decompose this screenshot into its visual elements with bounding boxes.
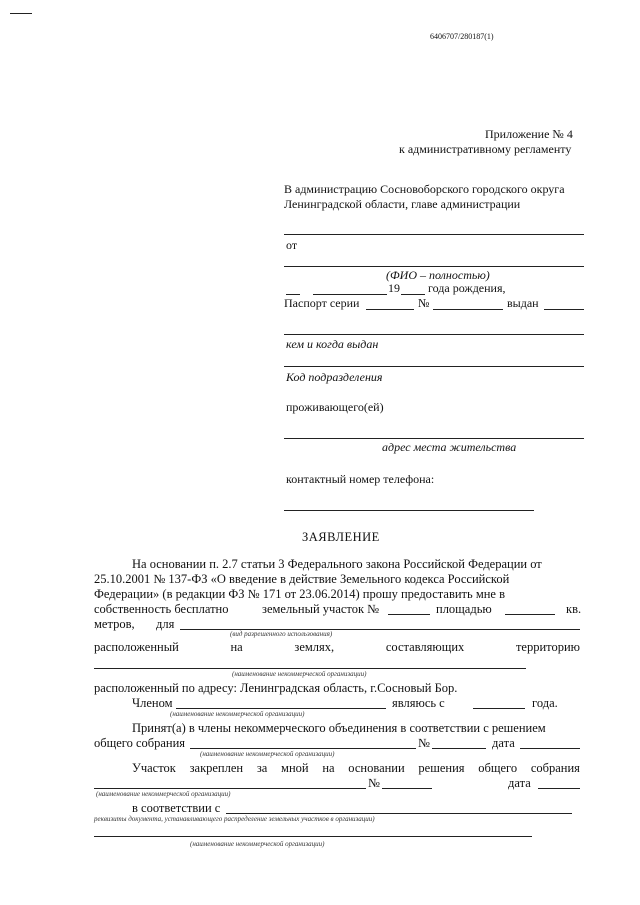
body-line-5a: метров, [94,617,135,631]
org-caption-3: (наименование некоммерческой организации) [200,750,335,758]
statement-title: ЗАЯВЛЕНИЕ [302,530,380,544]
birth-month-line [313,294,387,295]
plot-word-3: за [256,761,268,775]
accepted-line-2a: общего собрания [94,736,186,750]
org-line-5 [94,836,532,837]
body-line-3: Федерации» (в редакции ФЗ № 171 от 23.06.2014) прошу предоставить мне в [94,587,506,601]
phone-label: контактный номер телефона: [286,472,435,486]
fio-line [284,266,584,267]
birth-day-line [286,294,300,295]
blank-line [284,234,584,235]
accepted-org-line [190,748,416,749]
passport-issued-label: выдан [507,296,539,310]
area-line [505,614,555,615]
member-year-suffix: года. [532,696,558,710]
document-code: 6406707/280187(1) [430,32,494,41]
according-line [226,813,572,814]
accepted-line-1: Принят(а) в члены некоммерческого объединения в соответствии с решением [132,721,546,735]
address-caption: адрес места жительства [382,440,517,454]
issued-by-line [284,334,584,335]
requisites-caption: реквизиты документа, устанавливающего распределение земельных участков в организации) [94,815,375,823]
org-caption-1: (наименование некоммерческой организации) [232,670,367,678]
residing-label: проживающего(ей) [286,400,384,414]
plot-date-line [538,788,580,789]
division-code-caption: Код подразделения [286,370,383,384]
birth-year-line [401,294,425,295]
address-statement: расположенный по адресу: Ленинградская область, г.Сосновый Бор. [94,681,458,695]
plot-word-7: решения [418,761,465,775]
located-word-3: землях, [294,640,335,654]
accepted-line-2c: дата [492,736,515,750]
plot-word-9: собрания [530,761,580,775]
regulation-reference: к административному регламенту [399,142,572,156]
body-line-4c: площадью [436,602,492,616]
plot-line-2b: дата [508,776,531,790]
accepted-number-line [432,748,486,749]
birth-year-prefix: 19 [388,281,400,295]
located-word-4: составляющих [385,640,465,654]
passport-series-label: Паспорт серии [284,296,360,310]
plot-number-line-2 [382,788,432,789]
located-word-2: на [230,640,243,654]
division-code-line [284,366,584,367]
org-caption-5: (наименование некоммерческой организации) [190,840,325,848]
body-line-5b: для [156,617,175,631]
org-caption-4: (наименование некоммерческой организации) [96,790,231,798]
plot-number-line [388,614,430,615]
body-line-4a: собственность бесплатно [94,602,229,616]
appendix-number: Приложение № 4 [485,127,573,141]
org-caption-2: (наименование некоммерческой организации) [170,710,305,718]
member-label: Членом [132,696,173,710]
addressee-line-1: В администрацию Сосновоборского городского округа [284,182,565,196]
issued-by-caption: кем и когда выдан [286,337,379,351]
accepted-line-2b: № [418,736,430,750]
body-line-4d: кв. [566,602,582,616]
address-line [284,438,584,439]
member-year-line [473,708,525,709]
addressee-line-2: Ленинградской области, главе администрации [284,197,521,211]
fio-caption: (ФИО – полностью) [386,268,490,282]
located-line [94,640,580,655]
located-word-1: расположенный [94,640,179,654]
member-since-label: являюсь с [392,696,445,710]
plot-word-8: общего [478,761,518,775]
passport-number-label: № [418,296,430,310]
according-label: в соответствии с [132,801,221,815]
body-line-2: 25.10.2001 № 137-ФЗ «О введение в действие Земельного кодекса Российской [94,572,510,586]
birth-label: года рождения, [428,281,506,295]
plot-word-2: закреплен [189,761,244,775]
body-line-1: На основании п. 2.7 статьи 3 Федерального закона Российской Федерации от [132,557,542,571]
plot-line-2a: № [368,776,380,790]
member-org-line [176,708,386,709]
corner-dash [10,13,32,14]
passport-issued-line [544,309,584,310]
passport-number-line [433,309,503,310]
plot-word-4: мной [281,761,309,775]
plot-word-5: на [322,761,335,775]
use-caption: (вид разрешенного использования) [230,630,333,638]
plot-org-line [94,788,366,789]
from-label: от [286,238,298,252]
body-line-4b: земельный участок № [262,602,380,616]
plot-word-1: Участок [132,761,176,775]
org-line-1 [94,668,526,669]
located-word-5: территорию [515,640,580,654]
plot-line-1 [132,761,580,776]
plot-word-6: основании [348,761,405,775]
phone-line [284,510,534,511]
accepted-date-line [520,748,580,749]
passport-series-line [366,309,414,310]
